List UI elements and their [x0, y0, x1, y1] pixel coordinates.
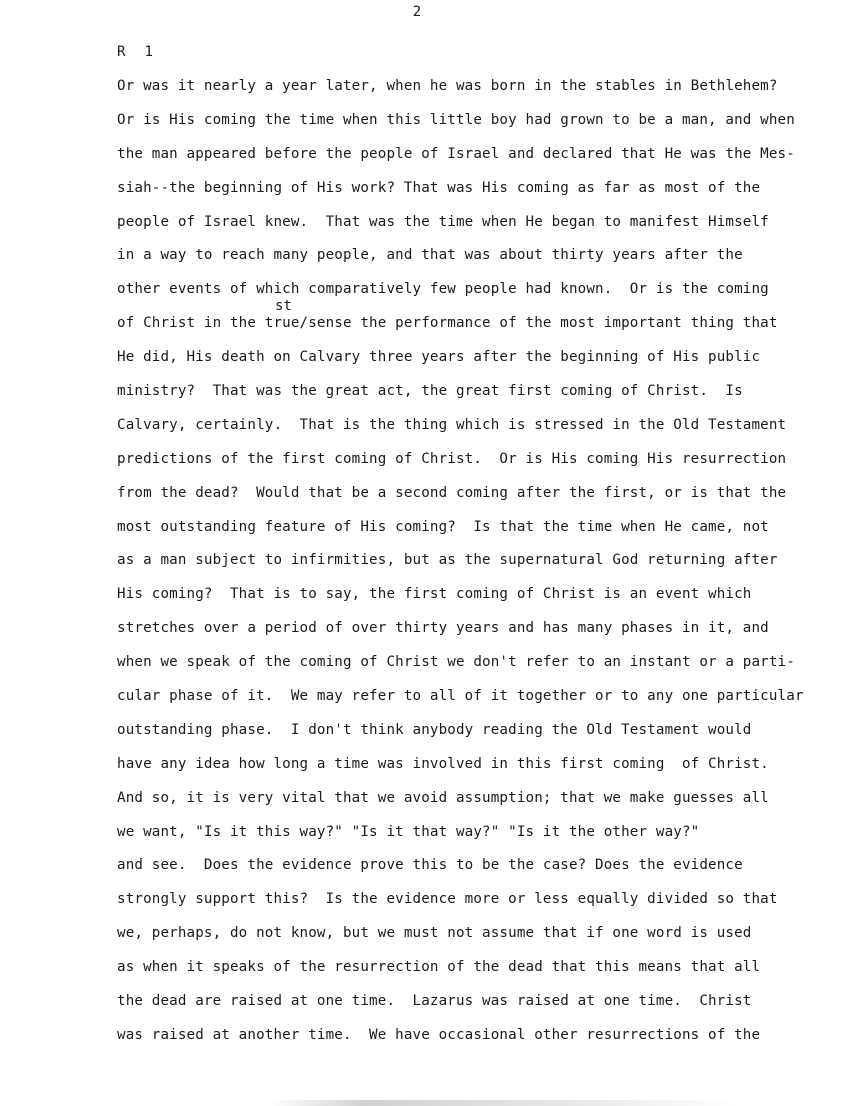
text-line: people of Israel knew. That was the time when He began to manifest Himself: [117, 213, 769, 230]
text-line: He did, His death on Calvary three years after the beginning of His public: [117, 349, 761, 366]
text-line: Or was it nearly a year later, when he was born in the stables in Bethlehem?: [117, 78, 778, 94]
text-line: Or is His coming the time when this little boy had grown to be a man, and when: [117, 111, 795, 128]
text-line: siah--the beginning of His work? That was His coming as far as most of the: [117, 179, 761, 196]
scan-smudge: [270, 1100, 740, 1106]
text-line: outstanding phase. I don't think anybody reading the Old Testament would: [117, 721, 752, 738]
text-line: in a way to reach many people, and that was about thirty years after the: [117, 247, 743, 264]
text-line: cular phase of it. We may refer to all of it together or to any one particular: [117, 688, 804, 705]
text-line: most outstanding feature of His coming? Is that the time when He came, not: [117, 518, 769, 535]
section-number: 1: [144, 44, 154, 60]
section-marker: [117, 44, 172, 60]
text-line: we, perhaps, do not know, but we must not assume that if one word is used: [117, 925, 752, 942]
text-line: And so, it is very vital that we avoid assumption; that we make guesses all: [117, 789, 769, 806]
text-line: when we speak of the coming of Christ we don't refer to an instant or a parti-: [117, 654, 795, 671]
page-number: 2: [412, 4, 422, 20]
text-line: Calvary, certainly. That is the thing which is stressed in the Old Testament: [117, 416, 787, 433]
text-line: the man appeared before the people of Israel and declared that He was the Mes-: [117, 145, 795, 162]
text-line: from the dead? Would that be a second coming after the first, or is that the: [117, 484, 787, 501]
text-line: ministry? That was the great act, the great first coming of Christ. Is: [117, 383, 743, 400]
text-line: strongly support this? Is the evidence more or less equally divided so that: [117, 891, 778, 908]
text-line: predictions of the first coming of Christ. Or is His coming His resurrection: [117, 450, 787, 467]
text-line: of Christ in the true/sense the performance of the most important thing that: [117, 315, 778, 332]
interlinear-insert: st: [275, 298, 292, 314]
section-letter: R: [117, 44, 127, 60]
text-line: the dead are raised at one time. Lazarus was raised at one time. Christ: [117, 993, 752, 1010]
text-line: as when it speaks of the resurrection of the dead that this means that all: [117, 959, 761, 976]
body-text: [117, 76, 804, 1059]
text-line: His coming? That is to say, the first coming of Christ is an event which: [117, 586, 752, 603]
text-line: other events of which comparatively few people had known. Or is the coming: [117, 281, 769, 298]
text-line: was raised at another time. We have occasional other resurrections of the: [117, 1026, 761, 1043]
text-line: have any idea how long a time was involved in this first coming of Christ.: [117, 755, 769, 772]
text-line: and see. Does the evidence prove this to be the case? Does the evidence: [117, 857, 743, 874]
text-line: stretches over a period of over thirty years and has many phases in it, and: [117, 620, 769, 637]
text-line: as a man subject to infirmities, but as the supernatural God returning after: [117, 552, 778, 569]
text-line: we want, "Is it this way?" "Is it that way?" "Is it the other way?": [117, 823, 700, 840]
